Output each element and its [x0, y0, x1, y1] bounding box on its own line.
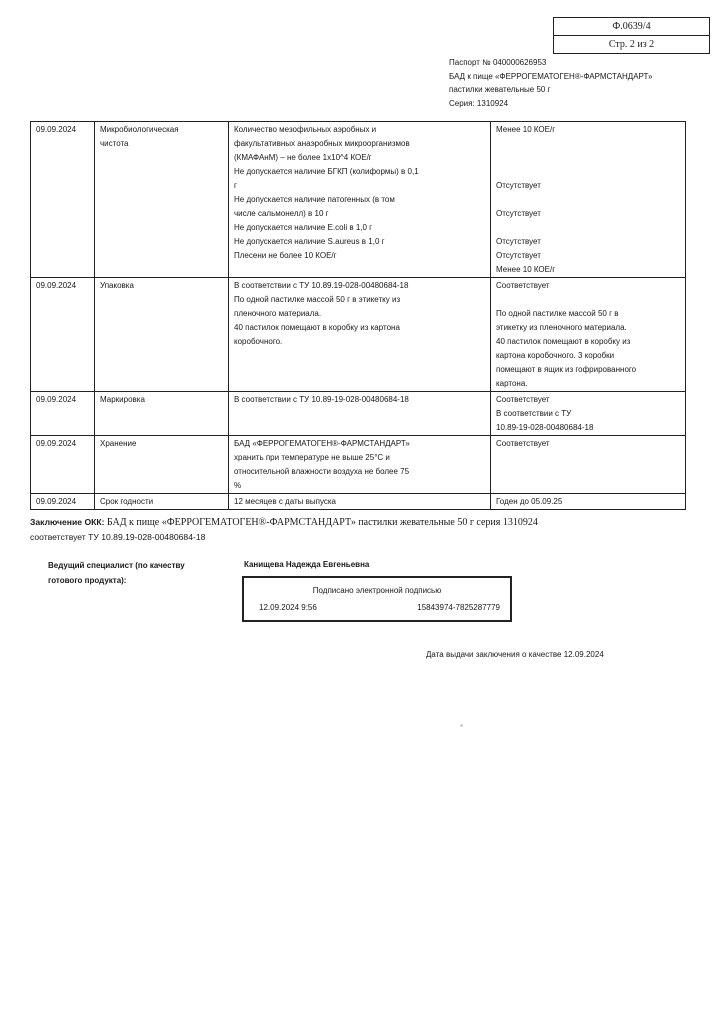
requirement-line: Не допускается наличие S.aureus в 1,0 г [234, 237, 385, 246]
indicator-line: Упаковка [100, 281, 134, 290]
requirement [229, 392, 491, 436]
page-number: Стр. 2 из 2 [554, 35, 709, 53]
form-code-box [553, 17, 710, 54]
scan-speck [460, 724, 463, 727]
result-line: Отсутствует [496, 237, 541, 246]
requirement-line: Количество мезофильных аэробных и [234, 125, 377, 134]
requirement-line: 40 пастилок помещают в коробку из картона [234, 323, 400, 332]
result-line: Соответствует [496, 281, 550, 290]
conclusion-label: Заключение ОКК: [30, 517, 105, 527]
specialist-role [48, 558, 185, 588]
requirement-line: По одной пастилке массой 50 г в этикетку из [234, 295, 401, 304]
result-line: Отсутствует [496, 251, 541, 260]
table-row [31, 392, 686, 436]
result [491, 494, 686, 510]
passport-form: пастилки жевательные 50 г [449, 85, 551, 94]
requirement-line: Не допускается наличие E.coli в 1,0 г [234, 223, 373, 232]
table-row [31, 122, 686, 278]
conclusion-conformity: соответствует ТУ 10.89.19-028-00480684-18 [30, 532, 206, 542]
result-line: В соответствии с ТУ [496, 409, 572, 418]
indicator-line: Микробиологическая [100, 125, 179, 134]
form-code: Ф.0639/4 [612, 21, 651, 32]
indicator-line: Срок годности [100, 497, 154, 506]
indicator-line: чистота [100, 139, 129, 148]
requirement-line: числе сальмонелл) в 10 г [234, 209, 329, 218]
indicator [95, 392, 229, 436]
result-line: Менее 10 КОЕ/г [496, 265, 556, 274]
test-date: 09.09.2024 [31, 436, 95, 494]
result-line: 10.89-19-028-00480684-18 [496, 423, 594, 432]
signature-datetime: 12.09.2024 9:56 [259, 603, 317, 612]
requirement-line: В соответствии с ТУ 10.89.19-028-00480684-18 [234, 281, 409, 290]
requirement-line: Плесени не более 10 КОЕ/г [234, 251, 337, 260]
indicator [95, 278, 229, 392]
requirement-line: г [234, 181, 237, 190]
requirement [229, 278, 491, 392]
test-date: 09.09.2024 [31, 494, 95, 510]
requirement-line: В соответствии с ТУ 10.89-19-028-00480684-18 [234, 395, 409, 404]
requirement-line: % [234, 481, 242, 490]
requirement-line: Не допускается наличие БГКП (колиформы) в 0,1 [234, 167, 419, 176]
result-line [496, 293, 681, 307]
result-line [496, 137, 681, 151]
test-date: 09.09.2024 [31, 392, 95, 436]
signature-title: Подписано электронной подписью [312, 586, 442, 595]
indicator [95, 122, 229, 278]
passport-header [449, 56, 653, 110]
result [491, 392, 686, 436]
result-line: помещают в ящик из гофрированного [496, 365, 637, 374]
result-line: Менее 10 КОЕ/г [496, 125, 556, 134]
result-line [496, 151, 681, 165]
conclusion [30, 515, 710, 545]
result-line [496, 193, 681, 207]
requirement [229, 436, 491, 494]
result-line: Отсутствует [496, 181, 541, 190]
table-row [31, 278, 686, 392]
result-line: Соответствует [496, 395, 550, 404]
conclusion-product: БАД к пище «ФЕРРОГЕМАТОГЕН®-ФАРМСТАНДАРТ» пастилки жевательные 50 г серия 1310924 [106, 517, 538, 528]
result-line: этикетку из пленочного материала. [496, 323, 627, 332]
indicator-line: Хранение [100, 439, 137, 448]
result [491, 278, 686, 392]
requirement [229, 122, 491, 278]
passport-product: БАД к пище «ФЕРРОГЕМАТОГЕН®-ФАРМСТАНДАРТ» [449, 71, 653, 81]
indicator-line: Маркировка [100, 395, 145, 404]
specialist-name: Канищева Надежда Евгеньевна [244, 560, 370, 569]
passport-number: Паспорт № 040000626953 [449, 58, 547, 67]
result-line: 40 пастилок помещают в коробку из [496, 337, 631, 346]
indicator [95, 436, 229, 494]
result-line: картона коробочного. 3 коробки [496, 351, 615, 360]
result [491, 122, 686, 278]
requirement-line: БАД «ФЕРРОГЕМАТОГЕН®-ФАРМСТАНДАРТ» [234, 439, 410, 448]
result-line [496, 165, 681, 179]
indicator [95, 494, 229, 510]
requirement-line: коробочного. [234, 337, 283, 346]
result-line: Отсутствует [496, 209, 541, 218]
electronic-signature-stamp [242, 576, 512, 622]
table-row [31, 436, 686, 494]
requirement-line: относительной влажности воздуха не более 75 [234, 467, 410, 476]
requirement-line: (КМАФАнМ) – не более 1x10^4 КОЕ/г [234, 153, 372, 162]
requirement-line: хранить при температуре не выше 25°С и [234, 453, 390, 462]
specialist-role-line: Ведущий специалист (по качеству [48, 561, 185, 570]
requirement-line: факультативных анаэробных микроорганизмов [234, 139, 410, 148]
result-line [496, 221, 681, 235]
result-line: Годен до 05.09.25 [496, 497, 563, 506]
result-line: По одной пастилке массой 50 г в [496, 309, 619, 318]
requirement-line: 12 месяцев с даты выпуска [234, 497, 336, 506]
quality-table [30, 121, 686, 510]
table-row [31, 494, 686, 510]
requirement-line: пленочного материала. [234, 309, 322, 318]
test-date: 09.09.2024 [31, 278, 95, 392]
result-line: картона. [496, 379, 528, 388]
passport-series: Серия: 1310924 [449, 98, 509, 108]
requirement [229, 494, 491, 510]
requirement-line: Не допускается наличие патогенных (в том [234, 195, 395, 204]
issue-date: Дата выдачи заключения о качестве 12.09.2024 [426, 650, 604, 659]
result [491, 436, 686, 494]
result-line: Соответствует [496, 439, 550, 448]
test-date: 09.09.2024 [31, 122, 95, 278]
specialist-role-line: готового продукта): [48, 576, 127, 585]
signature-serial: 15843974-7825287779 [417, 603, 500, 612]
